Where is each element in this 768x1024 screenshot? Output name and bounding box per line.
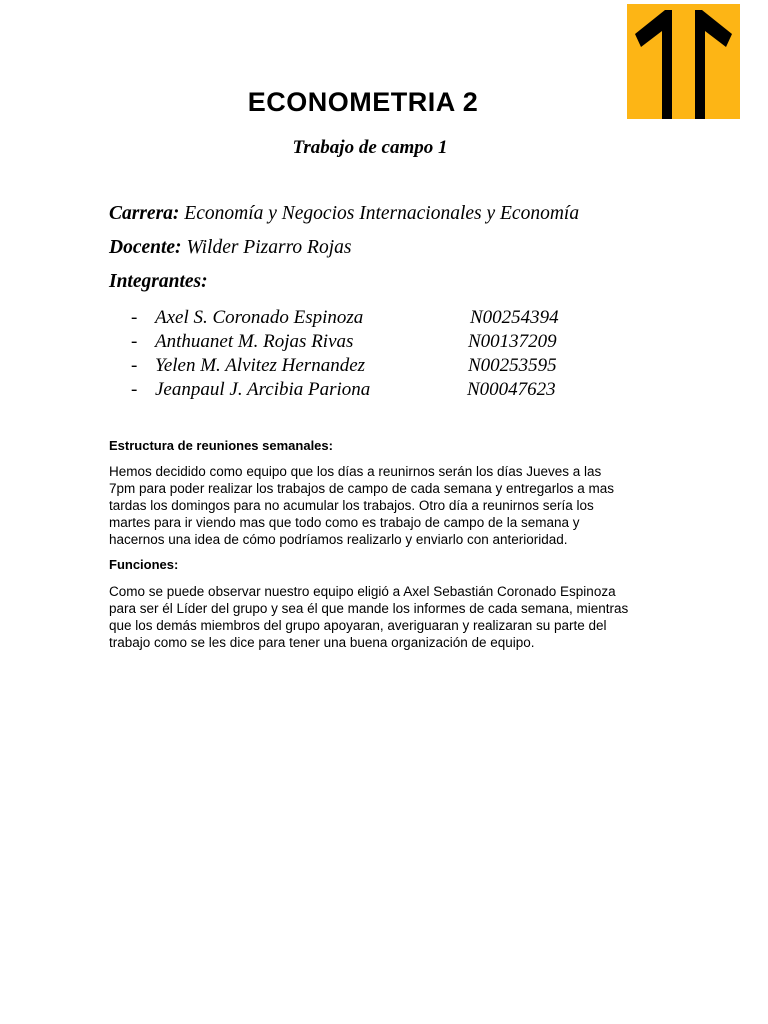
- list-dash: -: [131, 355, 138, 376]
- funciones-paragraph: [109, 583, 669, 651]
- carrera-label: Carrera:: [109, 203, 180, 224]
- reuniones-paragraph: [109, 463, 669, 548]
- member-code: N00047623: [467, 379, 556, 400]
- member-code: N00254394: [470, 307, 559, 328]
- paragraph-line: hacernos una idea de cómo podríamos realizarlo y enviarlo con anterioridad.: [109, 532, 568, 547]
- list-dash: -: [131, 379, 138, 400]
- funciones-heading: Funciones:: [109, 557, 179, 572]
- document-subtitle: Trabajo de campo 1: [292, 137, 448, 158]
- member-name: Axel S. Coronado Espinoza: [155, 307, 364, 328]
- paragraph-line: tardas los domingos para no acumular los trabajos. Otro día a reunirnos sería los: [109, 498, 594, 513]
- member-name: Yelen M. Alvitez Hernandez: [155, 355, 366, 376]
- paragraph-line: 7pm para poder realizar los trabajos de campo de cada semana y entregarlos a mas: [109, 481, 615, 496]
- member-code: N00253595: [468, 355, 557, 376]
- docente-label: Docente:: [109, 237, 182, 258]
- member-code: N00137209: [468, 331, 557, 352]
- document-title: ECONOMETRIA 2: [247, 87, 479, 117]
- paragraph-line: Como se puede observar nuestro equipo eligió a Axel Sebastián Coronado Espinoza: [109, 584, 616, 599]
- carrera-line: [109, 203, 579, 225]
- member-name: Jeanpaul J. Arcibia Pariona: [155, 379, 371, 400]
- docente-value: Wilder Pizarro Rojas: [186, 237, 352, 258]
- integrantes-line: [109, 271, 208, 293]
- carrera-value: Economía y Negocios Internacionales y Economía: [184, 203, 580, 224]
- integrantes-label: Integrantes:: [109, 271, 208, 292]
- member-name: Anthuanet M. Rojas Rivas: [155, 331, 354, 352]
- list-dash: -: [131, 331, 138, 352]
- list-dash: -: [131, 307, 138, 328]
- paragraph-line: para ser él Líder del grupo y sea él que mande los informes de cada semana, mientras: [109, 601, 629, 616]
- paragraph-line: que los demás miembros del grupo apoyaran, averiguaran y realizaran su parte del: [109, 618, 607, 633]
- paragraph-line: trabajo como se les dice para tener una buena organización de equipo.: [109, 635, 535, 650]
- reuniones-heading: Estructura de reuniones semanales:: [109, 438, 333, 453]
- paragraph-line: Hemos decidido como equipo que los días a reunirnos serán los días Jueves a las: [109, 464, 602, 479]
- paragraph-line: martes para ir viendo mas que todo como es trabajo de campo de la semana y: [109, 515, 580, 530]
- docente-line: [109, 237, 351, 259]
